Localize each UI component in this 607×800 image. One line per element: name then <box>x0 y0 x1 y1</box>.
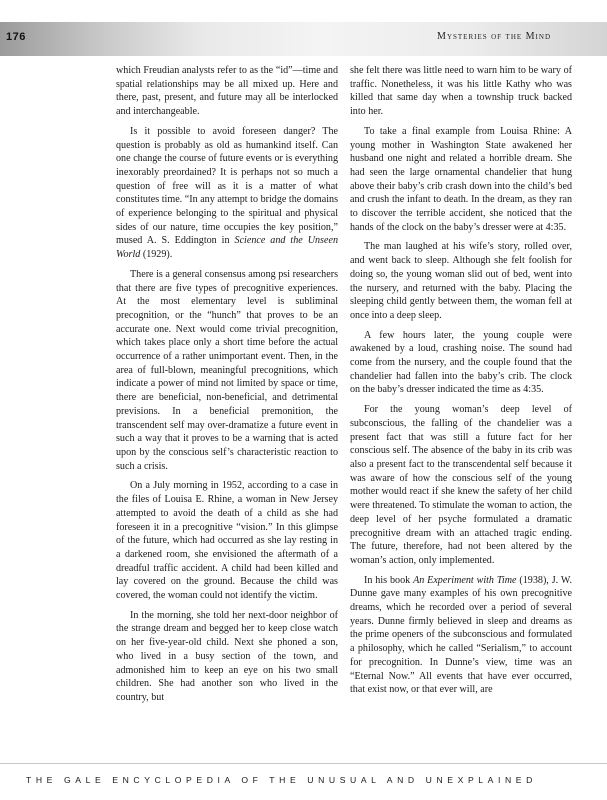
right-column <box>350 64 572 703</box>
paragraph: In the morning, she told her next-door neighbor of the strange dream and begged her to keep close watch on her five-year-old child. Next she phoned a son, who lived in a busy section of the town, and admonished him to keep an eye on his two small children. She had another son who lived in the country, but <box>116 609 338 703</box>
paragraph-text: Is it possible to avoid foreseen danger? The question is probably as old as humankind itself. Can one change the course of future events or is everything inexorably preordained? It is perhaps not so much a question of free will as it is a matter of what constitutes time. “In any attempt to bridge the domains of experience belonging to the spiritual and physical sides of our nature, time occupies the key position,” mused A. S. Eddington in <box>116 125 338 247</box>
paragraph: she felt there was little need to warn him to be wary of traffic. Nonetheless, it was his little Kathy who was killed that same day when a township truck backed into her. <box>350 65 572 118</box>
footer-title: THE GALE ENCYCLOPEDIA OF THE UNUSUAL AND UNEXPLAINED <box>26 775 537 785</box>
paragraph: For the young woman’s deep level of subconscious, the falling of the chandelier was a present fact that was still a future fact for her conscious self. The absence of the baby in its crib was also a present fact to the transcendental self because it was aware of how the conscious self of the young mother would react if she knew the safety of her child were threatened. To stimulate the woman to action, the deep level of her psyche formulated a dramatic precognitive dream with an attached tragic ending. The future, therefore, had not been altered by the woman’s action, only implemented. <box>350 404 572 566</box>
paragraph <box>350 574 572 697</box>
paragraph: On a July morning in 1952, according to a case in the files of Louisa E. Rhine, a woman in New Jersey attempted to avoid the death of a child as she had foreseen it in a precognitive “vision.” In this glimpse of the future, which had occurred as she lay resting in a darkened room, she envisioned the aftermath of a dreadful traffic accident. A child had been killed and lay covered on the ground. Because the child was covered, the woman could not identify the victim. <box>116 480 338 602</box>
paragraph <box>116 125 338 262</box>
paragraph: which Freudian analysts refer to as the “id”—time and spatial relationships may be all mixed up. Here and there, past, present, and future may all be interlocked and interchangeable. <box>116 65 338 118</box>
paragraph: The man laughed at his wife’s story, rolled over, and went back to sleep. Although she felt foolish for doing so, the young woman slid out of bed, went into the nursery, and returned with the baby. Placing the sleeping child gently between them, the woman fell at once into a deep sleep. <box>350 241 572 321</box>
book-title: Science and the Unseen World <box>116 235 338 261</box>
paragraph: There is a general consensus among psi researchers that there are five types of precognitive experiences. At the most elementary level is subliminal precognition, or the “hunch” that proves to be an accurate one. Next would come trivial precognition, which takes place only a short time before the actual occurrence of a rather unimportant event. Then, in the area of full-blown, meaningful precognitions, which indicate a power of mind not limited by space or time, there are beneficial, non-beneficial, and detrimental previsions. In a beneficial premonition, the transcendent self may over-dramatize a future event in such a way that it proves to be a warning that is acted upon by the conscious self’s characteristic reaction to such a crisis. <box>116 268 338 472</box>
paragraph-text: (1938), J. W. Dunne gave many examples of his own precognitive dreams, which he recorded over a period of several years. Dunne firmly believed in sleep and dreams as the prime openers of the subconscious and formulated a philosophy, which he called “Serialism,” to account for precognition. In Dunne’s view, time was an “Eternal Now.” All events that have ever occurred, that exist now, or that ever will, are <box>350 574 573 696</box>
footer-divider <box>0 763 607 764</box>
left-column <box>116 64 338 711</box>
paragraph: To take a final example from Louisa Rhine: A young mother in Washington State awakened her husband one night and related a horrible dream. She had seen the large ornamental chandelier that hung above their baby’s crib crash down into the child’s bed and crush the infant to death. In the dream, as they ran to discover the terrible accident, she noticed that the hands of the clock on the baby’s dresser were at 4:35. <box>350 125 572 233</box>
book-title: An Experiment with Time <box>413 574 517 586</box>
paragraph-text: (1929). <box>140 249 173 261</box>
paragraph-text: In his book <box>364 574 414 586</box>
paragraph: A few hours later, the young couple were awakened by a loud, crashing noise. The sound had come from the nursery, and the couple found that the chandelier had fallen into the baby’s crib. The clock on the baby’s dresser indicated the time as 4:35. <box>350 329 572 396</box>
page-number: 176 <box>6 31 26 43</box>
running-head: Mysteries of the Mind <box>437 31 551 42</box>
